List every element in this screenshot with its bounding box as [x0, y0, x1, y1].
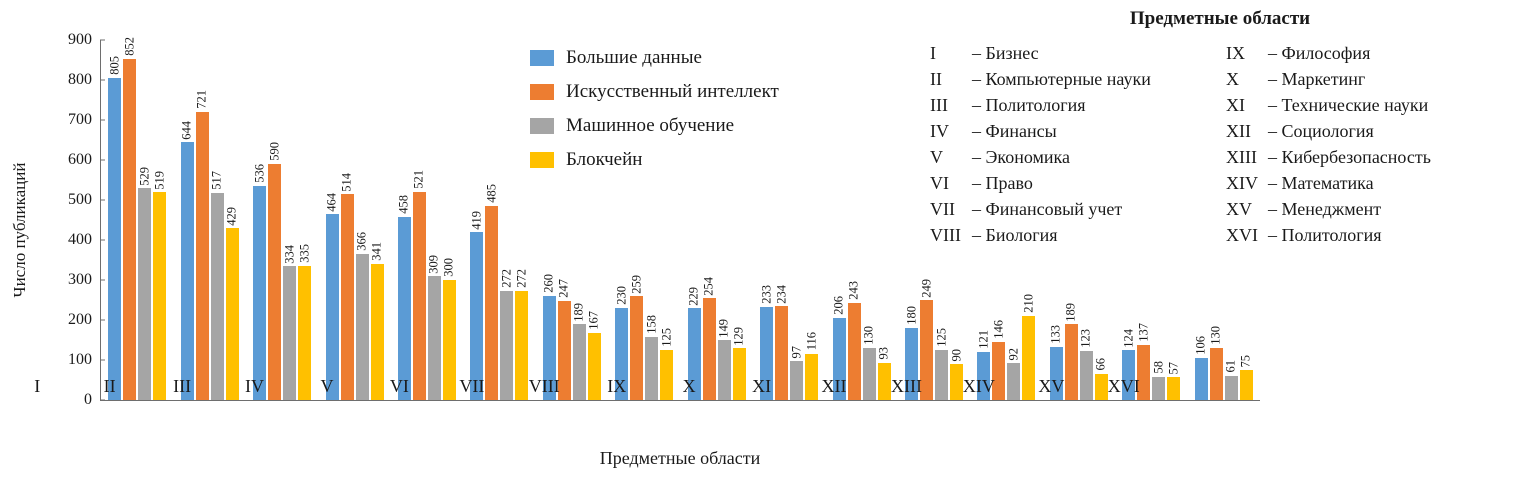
bar-value-label: 260: [541, 274, 556, 293]
y-tick-label: 800: [46, 71, 100, 89]
bar-value-label: 721: [194, 89, 209, 109]
bar-value-label: 124: [1121, 328, 1136, 348]
bar[interactable]: [1223, 360, 1238, 400]
bar-value-label: 272: [514, 269, 529, 289]
key-numeral: XIV: [1226, 173, 1258, 193]
bar-value-label: 644: [179, 120, 194, 140]
bar[interactable]: [1166, 361, 1181, 400]
key-label: – Финансовый учет: [972, 199, 1123, 219]
y-tick-label: 200: [46, 311, 100, 329]
bar-value-label: 210: [1021, 294, 1036, 313]
key-numeral: V: [930, 147, 943, 167]
key-row: [1226, 170, 1510, 196]
key-label: – Политология: [972, 95, 1086, 115]
x-tick-label: II: [103, 376, 116, 396]
bar-value-label: 97: [789, 345, 804, 359]
x-tick-label: V: [320, 376, 334, 396]
bar-value-label: 75: [1238, 354, 1253, 367]
x-axis-title: Предметные области: [599, 448, 761, 468]
key-numeral: X: [1226, 69, 1239, 89]
bar-value-label: 234: [774, 284, 789, 304]
bar-value-label: 93: [876, 347, 891, 360]
x-tick-label: XII: [821, 376, 847, 396]
bar-value-label: 300: [441, 258, 456, 277]
y-tick-label: 600: [46, 151, 100, 169]
subject-areas-key: [930, 8, 1510, 248]
bar-value-label: 206: [831, 295, 846, 315]
key-label: – Технические науки: [1268, 95, 1429, 115]
bar-group: [318, 40, 390, 400]
key-label: – Финансы: [972, 121, 1057, 141]
key-numeral: VIII: [930, 225, 961, 245]
x-tick-label: IV: [245, 376, 265, 396]
key-row: [930, 118, 1214, 144]
y-axis-title: [10, 0, 30, 298]
key-label: – Философия: [1268, 43, 1371, 63]
bar-value-label: 230: [614, 286, 629, 305]
bar-value-label: 485: [484, 184, 499, 203]
key-label: – Менеджмент: [1268, 199, 1382, 219]
y-tick-label: 700: [46, 111, 100, 129]
bar-value-label: 229: [686, 286, 701, 306]
bar-value-label: 517: [209, 171, 224, 191]
bar-group: [246, 40, 318, 400]
bar-value-label: 249: [919, 278, 934, 298]
key-row: [1226, 92, 1510, 118]
x-tick-label: XIV: [962, 376, 995, 396]
bar-value-label: 66: [1093, 358, 1108, 371]
y-tick-label: 300: [46, 271, 100, 289]
bar[interactable]: [1193, 335, 1208, 400]
bar-value-label: 521: [411, 169, 426, 189]
bar-value-label: 106: [1193, 335, 1208, 355]
x-tick-label: IX: [607, 376, 627, 396]
bar[interactable]: [122, 37, 137, 400]
legend-label: Большие данные: [566, 47, 702, 68]
bar-group: [391, 40, 463, 400]
key-row: [930, 196, 1214, 222]
key-row: [1226, 66, 1510, 92]
y-tick-label: 400: [46, 231, 100, 249]
bar-value-label: 90: [949, 348, 964, 361]
key-numeral: XII: [1226, 121, 1251, 141]
key-numeral: III: [930, 95, 948, 115]
y-tick-label: 500: [46, 191, 100, 209]
bar-value-label: 121: [976, 329, 991, 349]
x-tick-labels: [1, 362, 1160, 397]
bar-value-label: 464: [324, 192, 339, 212]
legend-label: Искусственный интеллект: [566, 81, 779, 102]
key-row: [930, 144, 1214, 170]
legend-item[interactable]: [530, 111, 779, 141]
y-tick-label: 100: [46, 351, 100, 369]
bar-value-label: 233: [759, 285, 774, 304]
bar-value-label: 514: [339, 172, 354, 192]
bar[interactable]: [107, 56, 122, 400]
bar-value-label: 58: [1151, 361, 1166, 374]
bar-value-label: 116: [804, 332, 819, 351]
bar[interactable]: [194, 89, 209, 400]
key-numeral: XVI: [1226, 225, 1258, 245]
bar-value-label: 180: [904, 306, 919, 325]
y-tick-label: 0: [46, 391, 100, 409]
key-label: – Экономика: [972, 147, 1070, 167]
bar-value-label: 335: [297, 244, 312, 263]
key-numeral: II: [930, 69, 942, 89]
key-row: [930, 66, 1214, 92]
bar-value-label: 254: [701, 276, 716, 296]
x-tick-label: X: [682, 376, 696, 396]
x-tick-label: VII: [459, 376, 485, 396]
bar-value-label: 590: [267, 142, 282, 161]
legend-item[interactable]: [530, 43, 779, 73]
bar-value-label: 458: [396, 195, 411, 214]
bar-group: [101, 37, 173, 400]
key-row: [930, 170, 1214, 196]
x-tick-label: XV: [1038, 376, 1065, 396]
bar-value-label: 536: [252, 163, 267, 183]
bar-value-label: 189: [1063, 302, 1078, 322]
bar-value-label: 243: [846, 281, 861, 300]
key-label: – Биология: [972, 225, 1058, 245]
key-numeral: VII: [930, 199, 955, 219]
y-tick-label: 900: [46, 31, 100, 49]
key-row: [1226, 40, 1510, 66]
x-axis-line: [100, 400, 1260, 401]
legend-swatch: [530, 84, 554, 100]
legend-swatch: [530, 118, 554, 134]
key-label: – Математика: [1268, 173, 1374, 193]
bar-group: [173, 40, 245, 400]
bar-value-label: 149: [716, 318, 731, 338]
bar-value-label: 57: [1166, 361, 1181, 375]
bar-value-label: 519: [152, 170, 167, 190]
bar-value-label: 130: [861, 326, 876, 345]
key-numeral: XI: [1226, 95, 1245, 115]
key-numeral: XV: [1226, 199, 1252, 219]
key-column-right: [1226, 40, 1510, 248]
key-numeral: I: [930, 43, 936, 63]
bar-group: [463, 40, 535, 400]
bar[interactable]: [1208, 326, 1223, 400]
key-label: – Социология: [1268, 121, 1374, 141]
bar-value-label: 137: [1136, 323, 1151, 343]
bar-value-label: 129: [731, 326, 746, 346]
legend-swatch: [530, 50, 554, 66]
key-label: – Право: [972, 173, 1033, 193]
bar-value-label: 852: [122, 37, 137, 57]
bar-value-label: 247: [556, 279, 571, 299]
key-label: – Бизнес: [972, 43, 1039, 63]
bar-value-label: 334: [282, 244, 297, 264]
key-numeral: VI: [930, 173, 949, 193]
bar-value-label: 341: [369, 241, 384, 261]
legend-item[interactable]: [530, 77, 779, 107]
bar-value-label: 125: [659, 328, 674, 347]
bar-value-label: 419: [469, 210, 484, 230]
key-numeral: IX: [1226, 43, 1245, 63]
key-column-left: [930, 40, 1214, 248]
key-row: [1226, 118, 1510, 144]
bar-value-label: 125: [934, 328, 949, 347]
bar-value-label: 123: [1078, 329, 1093, 348]
bar-value-label: 529: [137, 166, 152, 186]
x-tick-label: III: [173, 376, 192, 396]
x-tick-label: XI: [752, 376, 772, 396]
legend-label: Машинное обучение: [566, 115, 735, 136]
bar-value-label: 92: [1006, 347, 1021, 361]
key-row: [930, 92, 1214, 118]
chart-legend: [530, 43, 779, 179]
key-row: [1226, 144, 1510, 170]
key-numeral: IV: [930, 121, 949, 141]
key-title: Предметные области: [1129, 8, 1311, 29]
x-tick-label: I: [34, 376, 41, 396]
bar-value-label: 158: [644, 315, 659, 334]
bar-value-label: 366: [354, 231, 369, 251]
x-tick-label: VI: [389, 376, 409, 396]
bar-value-label: 272: [499, 269, 514, 289]
legend-swatch: [530, 152, 554, 168]
bar-value-label: 133: [1048, 325, 1063, 344]
key-label: – Политология: [1268, 225, 1382, 245]
bar-value-label: 259: [629, 274, 644, 294]
bar-value-label: 167: [586, 311, 601, 331]
bar-value-label: 309: [426, 254, 441, 274]
x-tick-label: XVI: [1107, 376, 1140, 396]
bar[interactable]: [1238, 354, 1253, 400]
key-row: [1226, 222, 1510, 248]
x-tick-label: XIII: [890, 376, 922, 396]
key-label: – Компьютерные науки: [972, 69, 1151, 89]
key-row: [930, 222, 1214, 248]
legend-item[interactable]: [530, 145, 779, 175]
bar-value-label: 146: [991, 319, 1006, 339]
y-axis-title-text: Число публикаций: [10, 162, 29, 298]
key-row: [1226, 196, 1510, 222]
bar-value-label: 189: [571, 302, 586, 322]
bar-value-label: 805: [107, 56, 122, 75]
bar-group: [825, 40, 897, 400]
key-row: [930, 40, 1214, 66]
bar-value-label: 130: [1208, 326, 1223, 345]
bar-value-label: 61: [1223, 360, 1238, 373]
bar-value-label: 429: [224, 206, 239, 226]
key-label: – Кибербезопасность: [1268, 147, 1431, 167]
x-tick-label: VIII: [528, 376, 560, 396]
key-numeral: XIII: [1226, 147, 1257, 167]
key-label: – Маркетинг: [1268, 69, 1366, 89]
legend-label: Блокчейн: [566, 149, 643, 170]
